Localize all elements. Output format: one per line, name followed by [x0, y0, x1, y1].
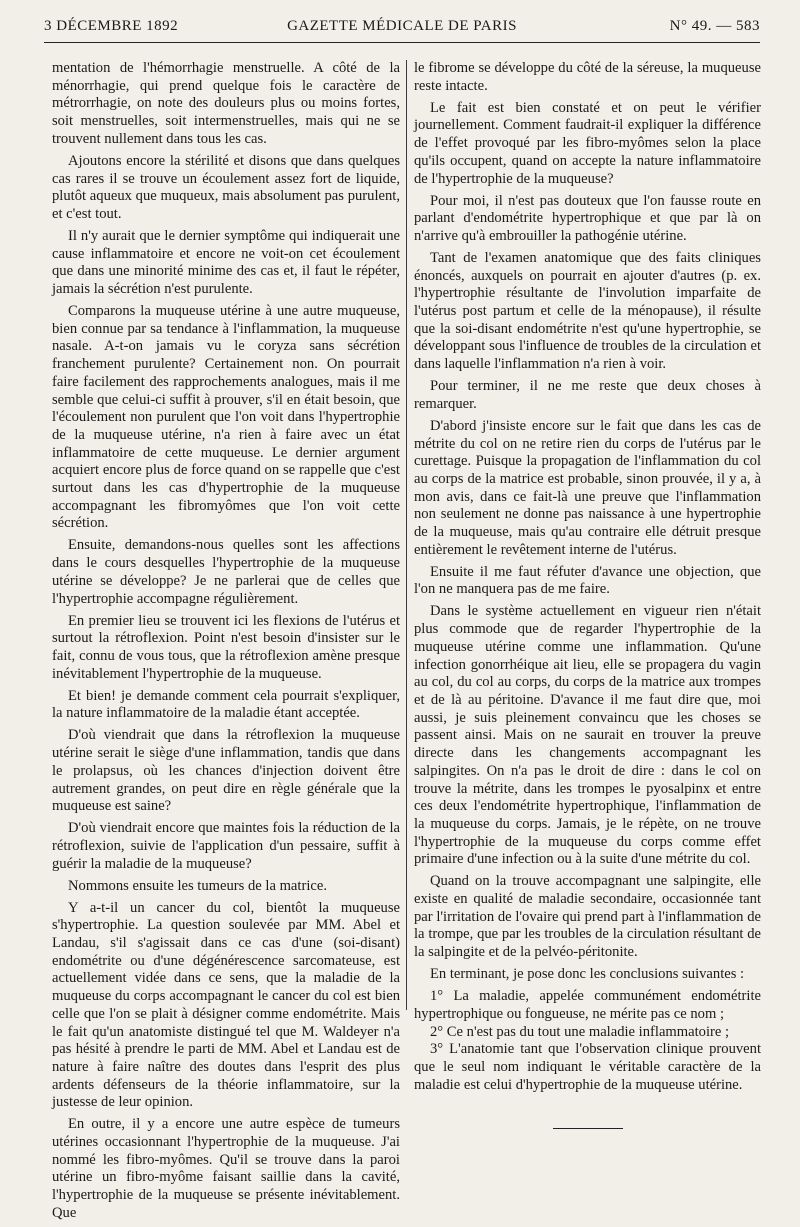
paragraph: Y a-t-il un cancer du col, bientôt la muqueuse s'hypertrophie. La question soulevée par MM. Abel et Landau, s'il s'agissait dans ce cas d'une (soi-disant) endométrite ou d'une dégénérescence sarcomateuse, est actuellement vidée dans ce sens, que la maladie de la muqueuse du corps accompagnant le cancer du col est bien celle que l'on se plait à désigner comme endométrite. Mais le fait qu'un anatomiste distingué tel que M. Waldeyer n'a pas hésité à prendre le parti de MM. Abel et Landau est de nature à faire naître des doutes dans l'esprit des plus ardents défenseurs de la théorie inflammatoire, sur la justesse de leur opinion.: [52, 899, 400, 1111]
header-issue-page: N° 49. — 583: [669, 18, 760, 34]
column-divider: [406, 60, 407, 1010]
conclusions-list: [414, 988, 761, 1094]
paragraph: Nommons ensuite les tumeurs de la matrice.: [68, 877, 327, 894]
paragraph: Pour terminer, il ne me reste que deux choses à remarquer.: [414, 378, 761, 412]
paragraph: Ajoutons encore la stérilité et disons que dans quelques cas rares il se trouve un écoulement assez fort de liquide, plutôt aqueux que muqueux, mais absolument pas purulent, et c'est tout.: [52, 152, 400, 222]
paragraph: D'où viendrait encore que maintes fois la réduction de la rétroflexion, suivie de l'application d'un pessaire, suffit à guérir la maladie de la muqueuse?: [52, 820, 400, 872]
header-rule: [44, 42, 760, 43]
paragraph: En outre, il y a encore une autre espèce de tumeurs utérines occasionnant l'hypertrophie de la muqueuse. J'ai nommé les fibro-myômes. Qu'il se trouve dans la paroi utérine un fibro-myôme faisant saillie dans la cavité, l'hypertrophie de la muqueuse se présente inévitablement. Que: [52, 1116, 400, 1221]
left-column: [52, 60, 400, 1227]
paragraph: Et bien! je demande comment cela pourrait s'expliquer, la nature inflammatoire de la maladie étant acceptée.: [52, 687, 400, 722]
paragraph: le fibrome se développe du côté de la séreuse, la muqueuse reste intacte.: [414, 60, 761, 94]
conclusion-item: 3° L'anatomie tant que l'observation clinique prouvent que le seul nom indiquant le véritable caractère de la maladie est celui d'hypertrophie de la muqueuse utérine.: [414, 1041, 761, 1093]
paragraph: Ensuite il me faut réfuter d'avance une objection, que l'on ne manquera pas de me faire.: [414, 563, 761, 598]
paragraph: En premier lieu se trouvent ici les flexions de l'utérus et surtout la rétroflexion. Point n'est besoin d'insister sur le fait, connu de vous tous, que la rétroflexion amène presque inévitablement l'hypertrophie de la muqueuse.: [52, 612, 400, 682]
paragraph: Comparons la muqueuse utérine à une autre muqueuse, bien connue par sa tendance à l'inflammation, la muqueuse nasale. A-t-on jamais vu le coryza sans sécrétion franchement purulente? Certainement non. On pourrait faire facilement des rapprochements analogues, mais il me semble que celui-ci suffit à prouver, s'il en était besoin, que l'écoulement non purulent que l'on voit dans l'hypertrophie de la muqueuse utérine, n'a rien à faire avec un état inflammatoire de cette muqueuse. Le dernier argument acquiert encore plus de force quand on se rappelle que c'est surtout dans les cas d'hypertrophie de la muqueuse accompagnant les fibromyômes que l'on voit cette sécrétion.: [52, 303, 400, 532]
paragraph: mentation de l'hémorrhagie menstruelle. A côté de la ménorrhagie, qui prend quelque fois le caractère de métrorrhagie, on note des douleurs plus ou moins fortes, soit menstruelles, soit intermenstruelles, mais qui ne se trouvent nullement dans tous les cas.: [52, 60, 400, 147]
paragraph: D'où viendrait que dans la rétroflexion la muqueuse utérine serait le siège d'une inflammation, tandis que dans le prolapsus, où les chances d'injection doivent être autrement grandes, on peut dire en règle générale que la muqueuse est saine?: [52, 727, 400, 815]
conclusion-item: 1° La maladie, appelée communément endométrite hypertrophique ou fongueuse, ne mérite pas ce nom ;: [414, 988, 761, 1022]
paragraph: Il n'y aurait que le dernier symptôme qui indiquerait une cause inflammatoire et encore ne voit-on cet écoulement que dans une minorité minime des cas et, il faut le répéter, jamais la sécrétion n'est purulente.: [52, 227, 400, 298]
header-date: 3 DÉCEMBRE 1892: [44, 18, 179, 34]
paragraph: En terminant, je pose donc les conclusions suivantes :: [430, 966, 745, 983]
conclusion-item: 2° Ce n'est pas du tout une maladie inflammatoire ;: [430, 1023, 730, 1040]
right-column-paragraphs: [414, 60, 761, 984]
paragraph: D'abord j'insiste encore sur le fait que dans les cas de métrite du col on ne retire rien du corps de l'utérus par le curettage. Puisque la propagation de l'inflammation du col au corps de la matrice est probable, sinon prouvée, il y a, à mon avis, dans ce fait-là une preuve que l'inflammation non seulement ne donne pas naissance à une hypertrophie de la muqueuse, mais qu'au contraire elle détruit presque entièrement le revêtement interne de l'utérus.: [414, 417, 761, 558]
page-header: [44, 14, 760, 40]
paragraph: Pour moi, il n'est pas douteux que l'on fausse route en parlant d'endométrite hypertrophique et que par là on n'arrive qu'à embrouiller la pathogénie utérine.: [414, 192, 761, 244]
closing-rule: [553, 1128, 623, 1129]
paragraph: Ensuite, demandons-nous quelles sont les affections dans le cours desquelles l'hypertrophie de la muqueuse utérine se développe? Je ne parlerai que de celles que l'hypertrophie accompagne régulièrement.: [52, 537, 400, 607]
paragraph: Le fait est bien constaté et on peut le vérifier journellement. Comment faudrait-il expliquer la différence de l'effet provoqué par les fibro-myômes selon la place qu'ils occupent, quand on accepte la nature inflammatoire de l'hypertrophie de la muqueuse?: [414, 99, 761, 187]
paragraph: Quand on la trouve accompagnant une salpingite, elle existe en qualité de maladie secondaire, occasionnée tant par l'irritation de l'ovaire qui prend part à l'inflammation de la trompe, que par les troubles de la circulation résultant de la salpingite et de la pelvéo-péritonite.: [414, 873, 761, 961]
header-journal-title: GAZETTE MÉDICALE DE PARIS: [287, 18, 517, 34]
right-column: [414, 60, 761, 1129]
paragraph: Dans le système actuellement en vigueur rien n'était plus commode que de regarder l'hypertrophie de la muqueuse utérine comme une inflammation. Qu'une infection gonorrhéique ait lieu, elle se propagera du vagin au col, du col au corps, du corps de la matrice aux trompes et de là au péritoine. D'avance il me faut dire que, moi aussi, je suis pleinement convaincu que les choses se passent ainsi. Mais on ne saurait en trouver la preuve directe dans les changements accompagnant les salpingites. On n'a pas le droit de dire : dans le col on trouve la métrite, dans les trompes le pyosalpinx et entre ces deux l'endométrite hypertrophique, l'inflammation de la muqueuse du corps. Jamais, je le répète, on ne trouve l'hypertrophie de la muqueuse du corps comme effet primaire d'une infection ou à la suite d'une métrite du col.: [414, 603, 761, 868]
paragraph: Tant de l'examen anatomique que des faits cliniques énoncés, auxquels on pourrait en ajouter d'autres (p. ex. l'hypertrophie résultante de l'involution imparfaite de l'utérus post partum et celle de la ménopause), il résulte que la soi-disant endométrite n'est qu'une hypertrophie, se développant sous l'influence de troubles de la circulation et dans laquelle l'inflammation n'a rien à voir.: [414, 249, 761, 373]
